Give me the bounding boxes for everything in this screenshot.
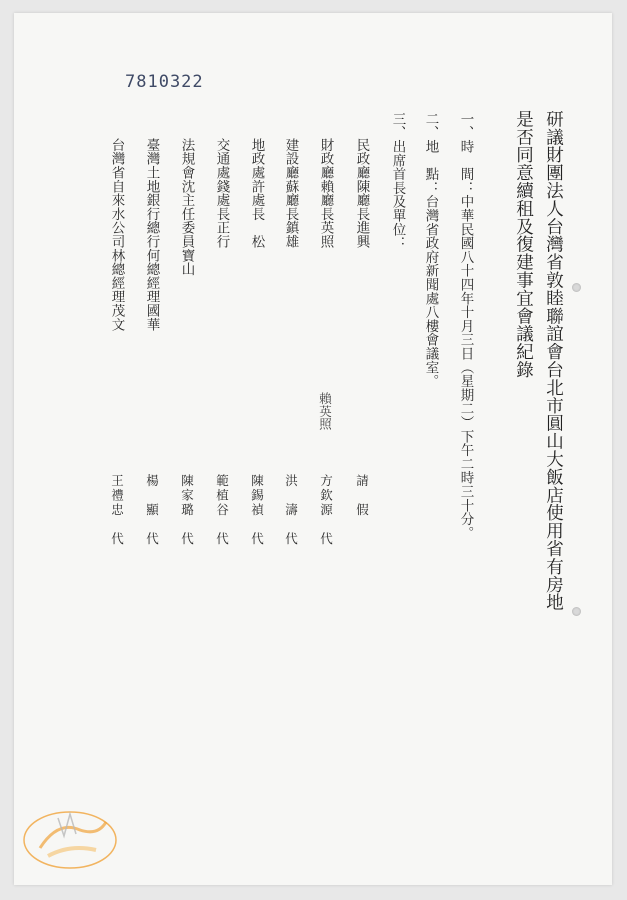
item-time: 一、時 間：中華民國八十四年十月三日（星期二）下午二時三十分。 <box>457 112 474 540</box>
document-number: 7810322 <box>125 72 204 92</box>
attendee-title: 民政廳陳廳長進興 <box>353 138 370 249</box>
document-title-line2: 是否同意續租及復建事宜會議紀錄 <box>513 110 534 379</box>
archive-logo-icon <box>18 800 123 872</box>
attendee-note: 楊 顯 代 <box>144 474 160 547</box>
document-title-line1: 研議財團法人台灣省敦睦聯誼會台北市圓山大飯店使用省有房地 <box>543 110 564 612</box>
attendee-note: 陳錫禎 代 <box>249 474 265 547</box>
attendee-title: 台灣省自來水公司林總經理茂文 <box>108 138 125 332</box>
attendee-signature: 賴英照 <box>317 392 333 431</box>
punch-hole-icon <box>572 607 581 616</box>
attendee-title: 建設廳蘇廳長鎮雄 <box>282 138 299 249</box>
attendee-title: 法規會沈主任委員寶山 <box>178 138 195 276</box>
attendee-note: 王禮忠 代 <box>109 474 125 547</box>
item-place: 二、地 點：台灣省政府新聞處八樓會議室。 <box>422 112 439 388</box>
attendee-note: 方欽源 代 <box>318 474 334 547</box>
attendee-note: 請 假 <box>354 474 370 518</box>
item-attendees-heading: 三、出席首長及單位： <box>389 112 406 250</box>
attendee-note: 洪 濤 代 <box>283 474 299 547</box>
attendee-note: 陳家璐 代 <box>179 474 195 547</box>
attendee-title: 財政廳賴廳長英照 <box>317 138 334 249</box>
punch-hole-icon <box>572 283 581 292</box>
attendee-title: 臺灣土地銀行總行何總經理國華 <box>143 138 160 332</box>
attendee-title: 地政處許處長 松 <box>248 138 265 249</box>
attendee-note: 範植谷 代 <box>214 474 230 547</box>
attendee-title: 交通處錢處長正行 <box>213 138 230 249</box>
